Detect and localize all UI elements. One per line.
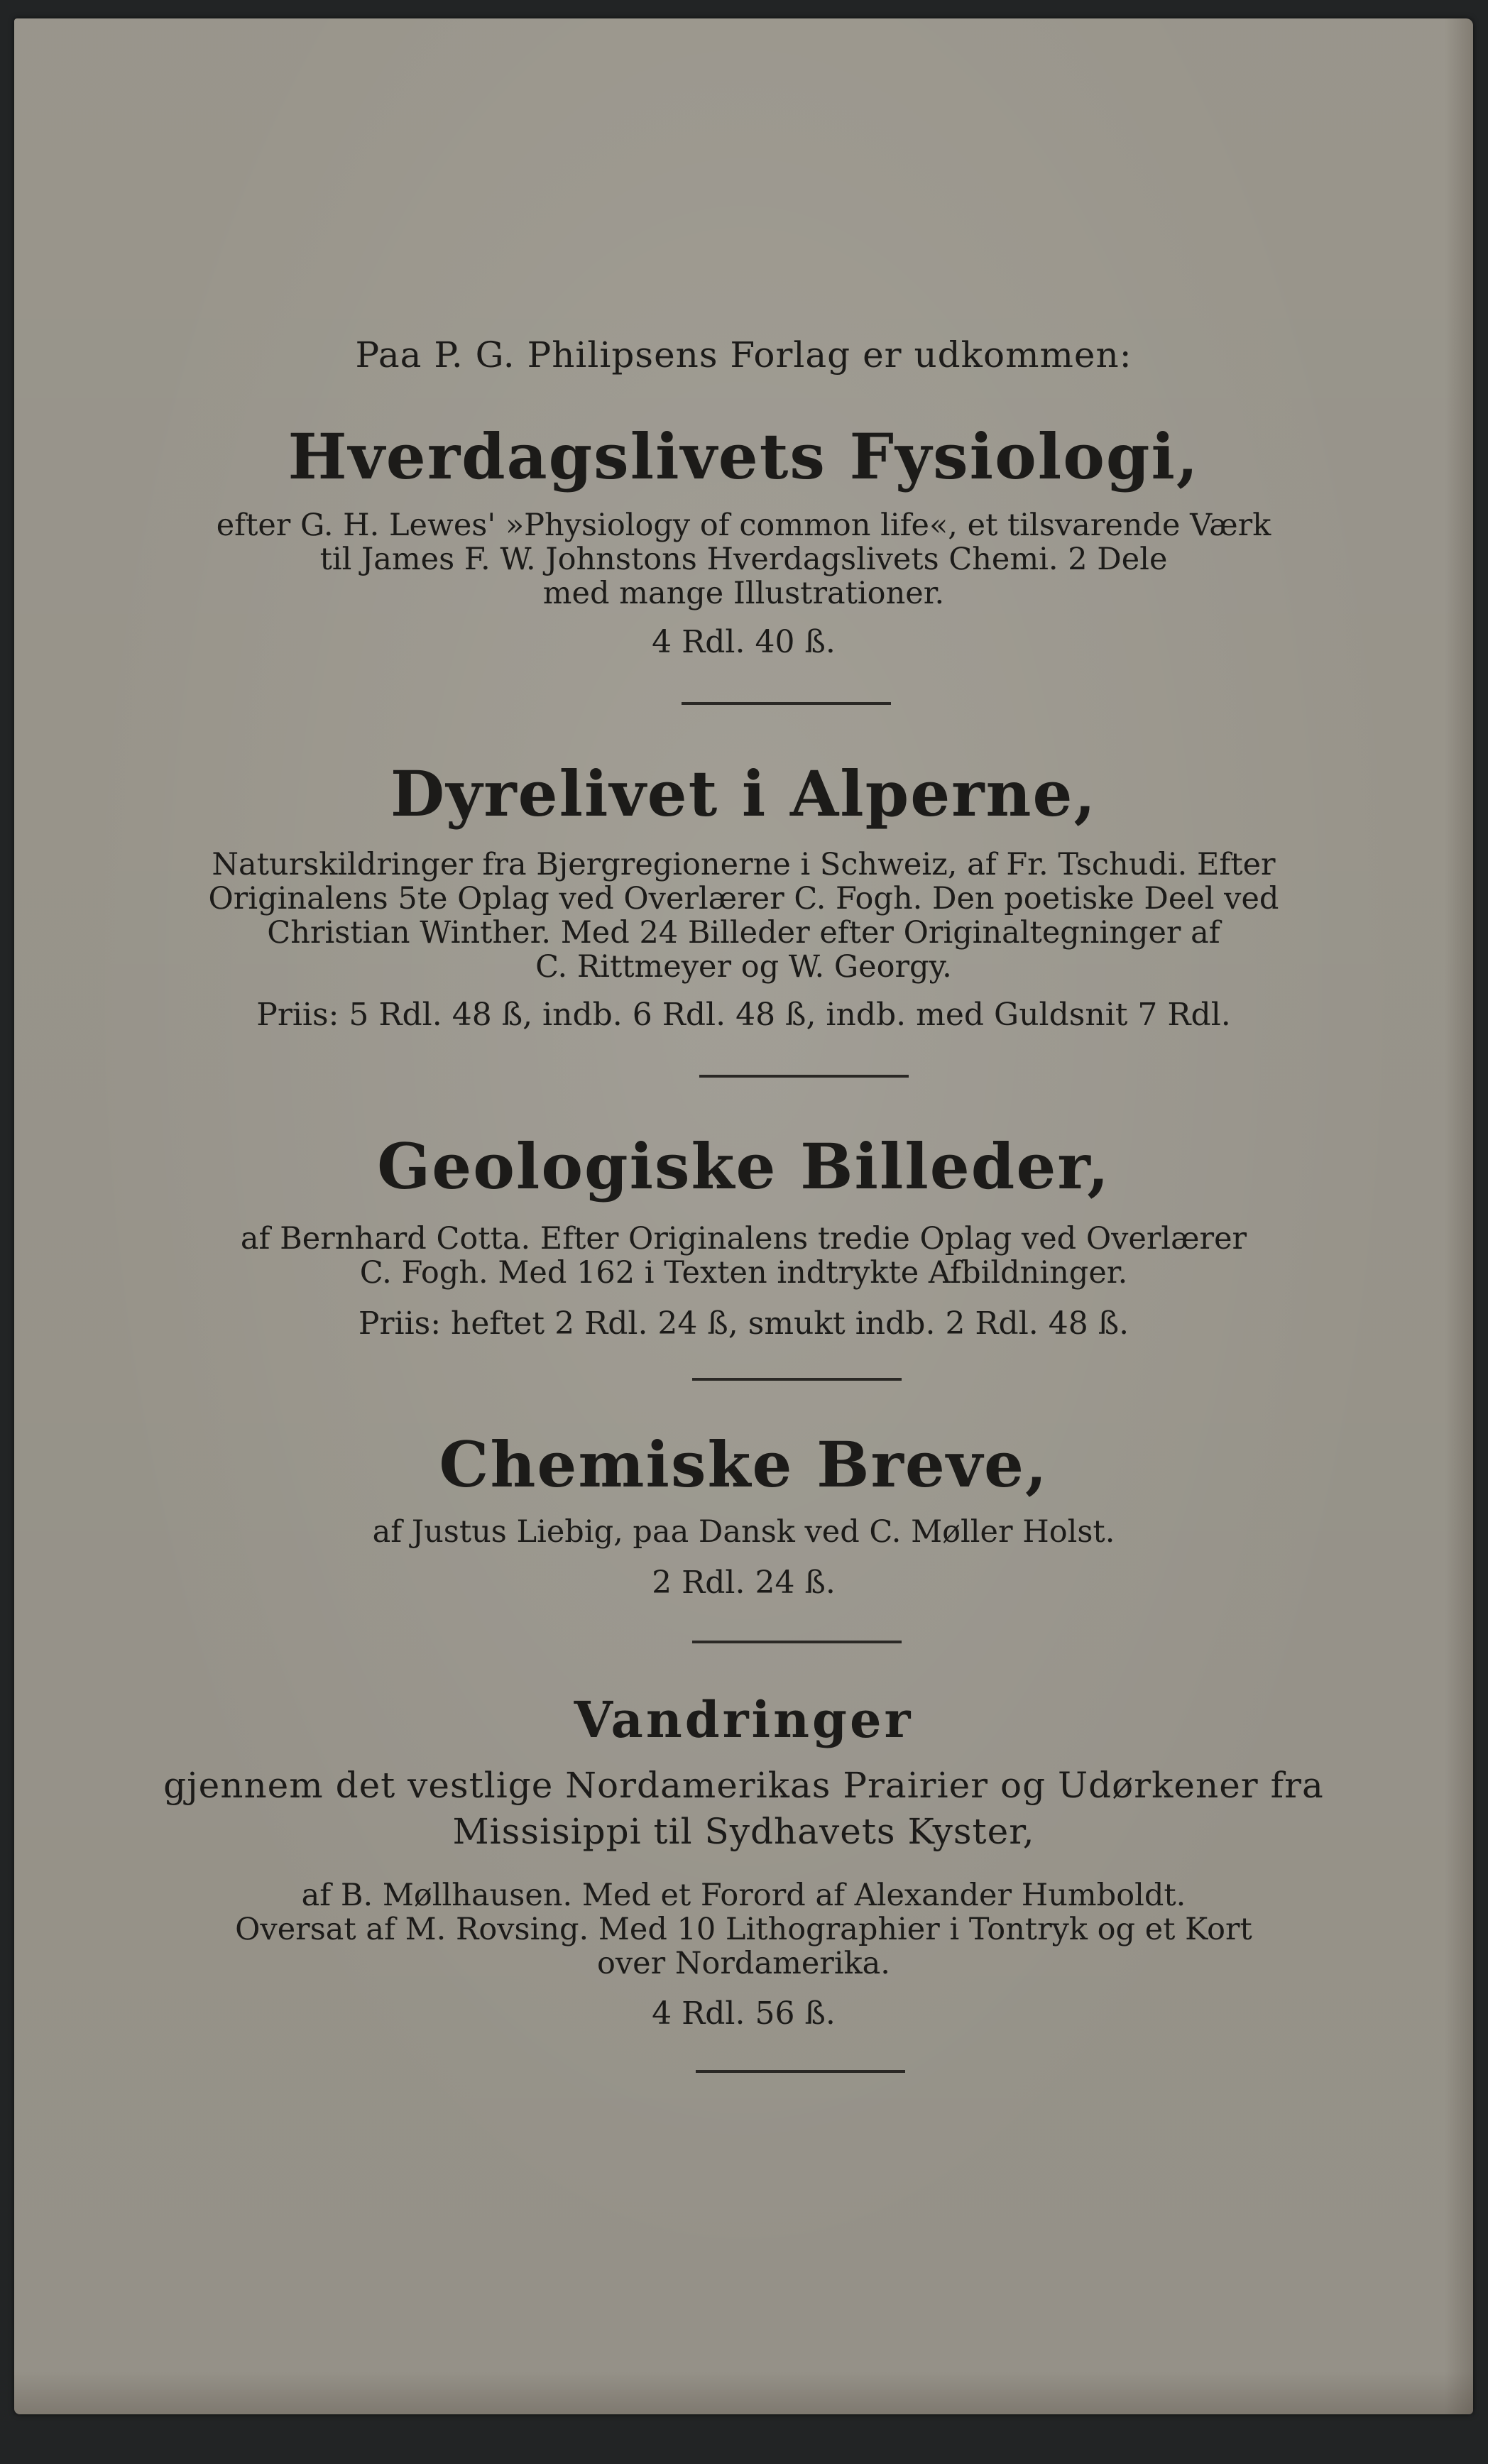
- book-1-description-line-1: efter G. H. Lewes' »Physiology of common life«, et tilsvarende Værk: [216, 508, 1271, 543]
- book-5-price: 4 Rdl. 56 ß.: [652, 1995, 836, 2032]
- book-2-price: Priis: 5 Rdl. 48 ß, indb. 6 Rdl. 48 ß, indb. med Guldsnit 7 Rdl.: [256, 997, 1231, 1033]
- book-4-price: 2 Rdl. 24 ß.: [652, 1565, 836, 1601]
- page-sheet: [14, 18, 1473, 2414]
- book-2-description-line-2: Originalens 5te Oplag ved Overlærer C. Fogh. Den poetiske Deel ved: [208, 881, 1279, 916]
- book-2-title: Dyrelivet i Alperne,: [390, 757, 1098, 831]
- book-2-description-line-4: C. Rittmeyer og W. Georgy.: [535, 949, 952, 985]
- section-divider-4: [692, 1641, 902, 1643]
- book-5-description-line-1: af B. Møllhausen. Med et Forord af Alexander Humboldt.: [301, 1878, 1186, 1913]
- publisher-header: Paa P. G. Philipsens Forlag er udkommen:: [355, 334, 1132, 376]
- paper-edge-shadow-bottom: [14, 2372, 1473, 2414]
- section-divider-3: [692, 1378, 902, 1381]
- section-divider-1: [682, 702, 891, 705]
- book-2-description-line-3: Christian Winther. Med 24 Billeder efter Originaltegninger af: [267, 915, 1220, 951]
- book-4-description-line-1: af Justus Liebig, paa Dansk ved C. Møller Holst.: [372, 1514, 1115, 1550]
- book-3-description-line-2: C. Fogh. Med 162 i Texten indtrykte Afbildninger.: [359, 1255, 1128, 1291]
- book-5-title: Vandringer: [574, 1690, 914, 1749]
- section-divider-5: [696, 2070, 905, 2073]
- book-3-title: Geologiske Billeder,: [377, 1129, 1110, 1203]
- section-divider-2: [699, 1075, 909, 1078]
- book-1-description-line-3: med mange Illustrationer.: [542, 576, 945, 611]
- book-5-description-line-3: over Nordamerika.: [597, 1946, 890, 1981]
- book-5-subtitle-line-1: gjennem det vestlige Nordamerikas Prairier og Udørkener fra: [163, 1765, 1324, 1806]
- book-5-description-line-2: Oversat af M. Rovsing. Med 10 Lithographier i Tontryk og et Kort: [235, 1912, 1252, 1947]
- book-2-description-line-1: Naturskildringer fra Bjergregionerne i Schweiz, af Fr. Tschudi. Efter: [212, 847, 1276, 882]
- book-5-subtitle-line-2: Missisippi til Sydhavets Kyster,: [452, 1811, 1035, 1852]
- book-3-price: Priis: heftet 2 Rdl. 24 ß, smukt indb. 2 Rdl. 48 ß.: [358, 1305, 1129, 1342]
- book-1-price: 4 Rdl. 40 ß.: [652, 624, 836, 660]
- book-1-description-line-2: til James F. W. Johnstons Hverdagslivets Chemi. 2 Dele: [319, 542, 1168, 577]
- book-3-description-line-1: af Bernhard Cotta. Efter Originalens tredie Oplag ved Overlærer: [240, 1221, 1247, 1256]
- paper-edge-shadow-right: [1445, 18, 1473, 2414]
- book-1-title: Hverdagslivets Fysiologi,: [288, 420, 1200, 493]
- book-4-title: Chemiske Breve,: [439, 1428, 1049, 1501]
